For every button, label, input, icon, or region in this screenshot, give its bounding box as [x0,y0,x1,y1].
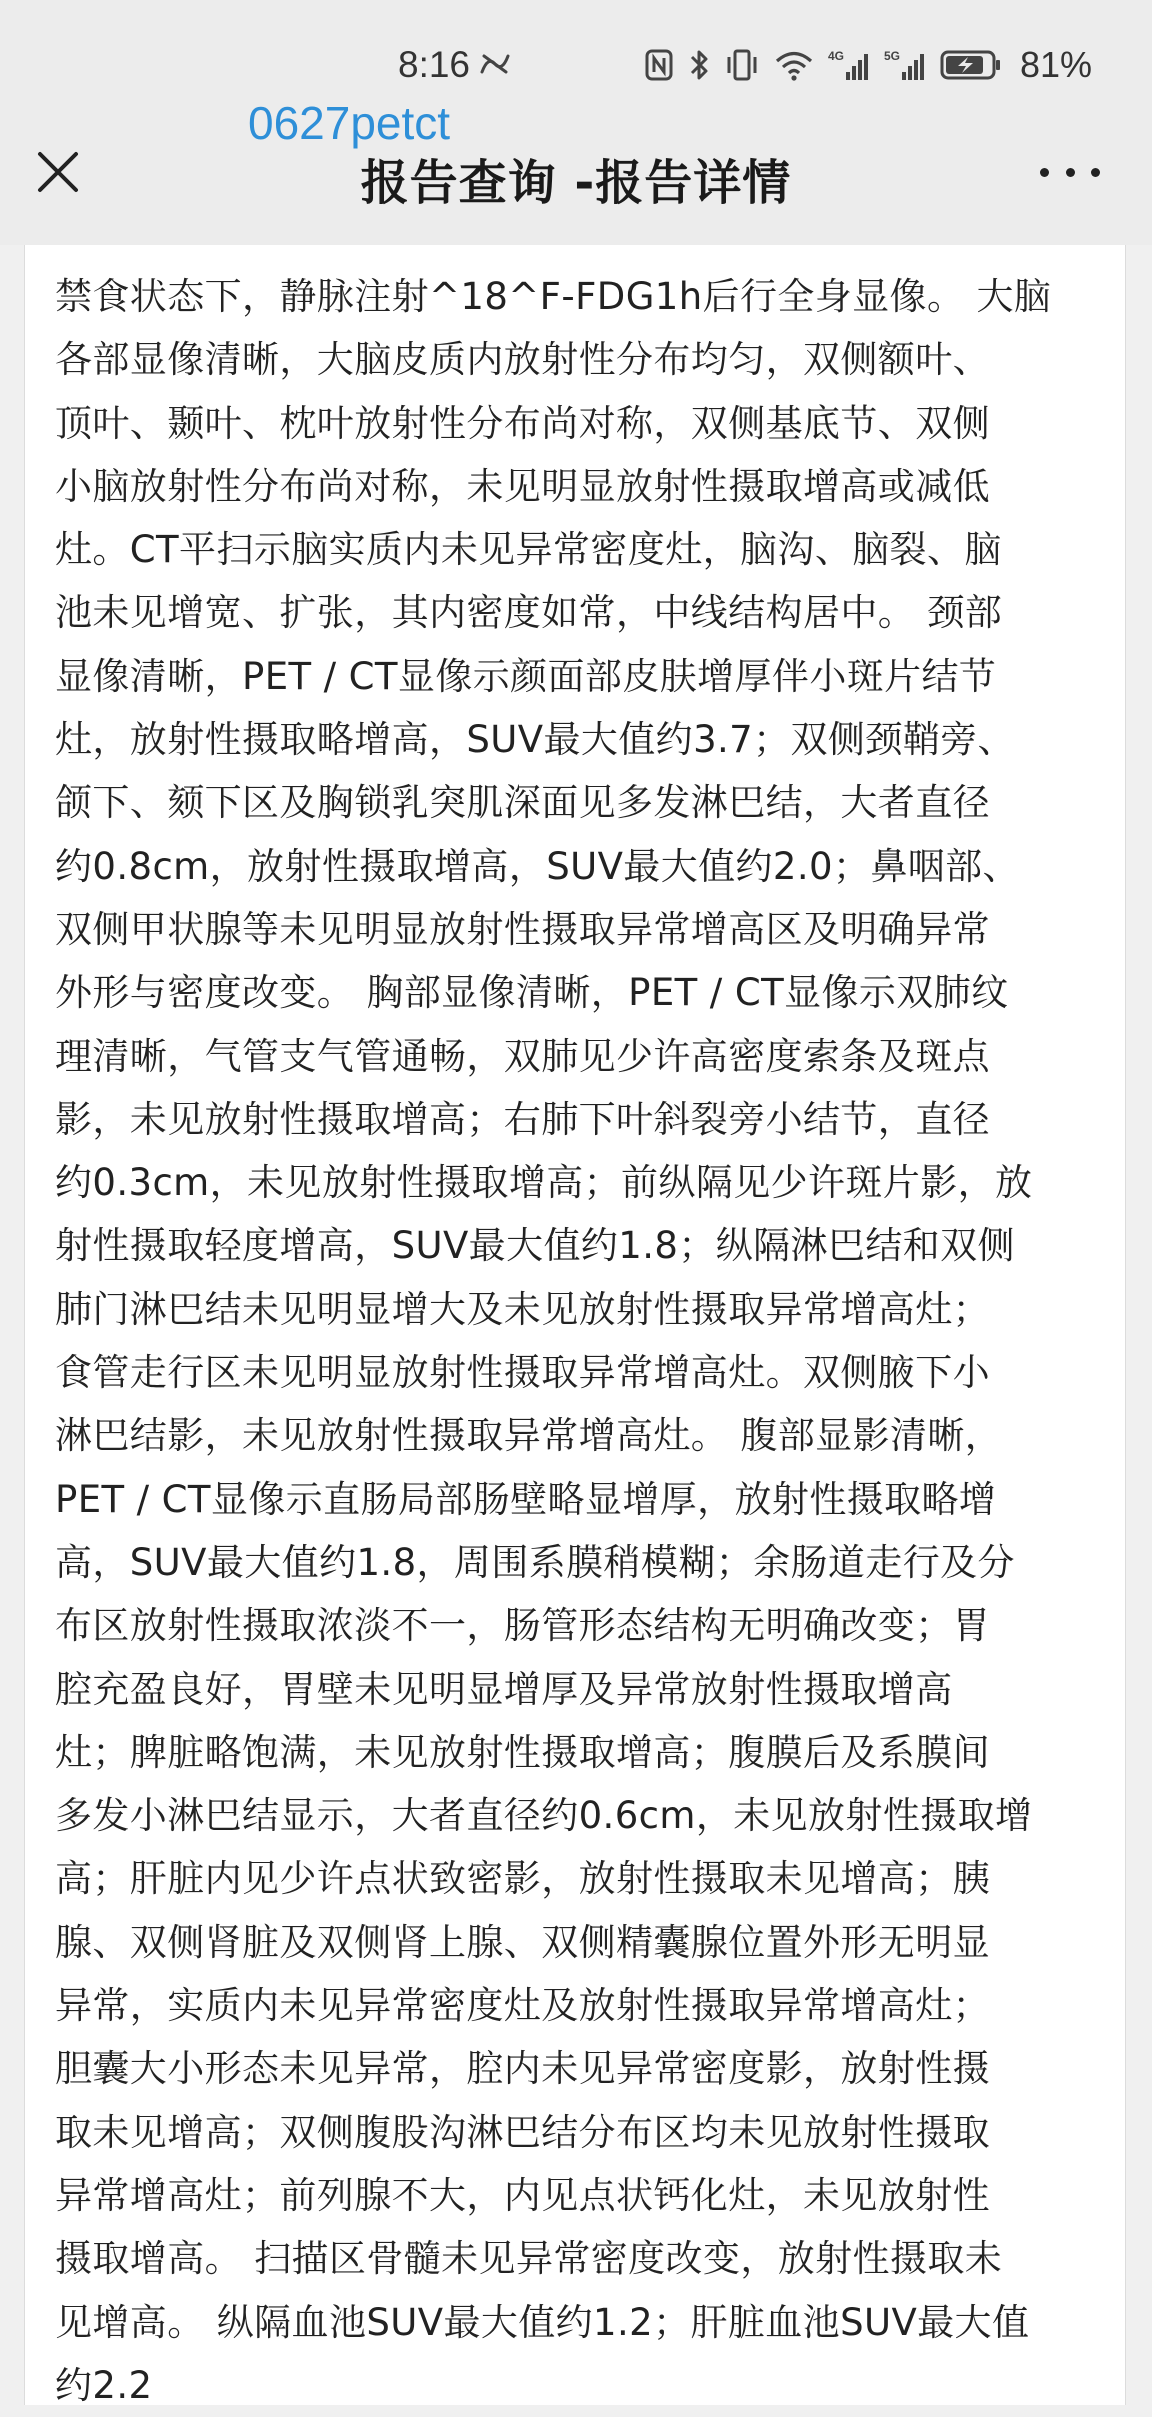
do-not-disturb-icon [478,50,512,80]
signal-4g-icon [828,48,870,82]
overlay-label: 0627petct [248,97,451,149]
page-title: 报告查询 -报告详情 [360,155,792,211]
more-icon-dot [1091,168,1100,177]
wifi-icon [774,49,814,81]
report-text: 禁食状态下，静脉注射^18^F-FDG1h后行全身显像。 大脑 各部显像清晰，大脑皮质内放射性分布均匀，双侧额叶、 顶叶、颞叶、枕叶放射性分布尚对称，双侧基底节、双侧 小脑放射性分布尚对称，未见明显放射性摄取增高或减低 灶。CT平扫示脑实质内未见异常密度灶，脑沟、脑裂、脑 池未见增宽、扩张，其内密度如常，中线结构居中。 颈部 显像清晰，PET / CT显像示颜面部皮肤增厚伴小斑片结节 灶，放射性摄取略增高，SUV最大值约3.7；双侧颈鞘旁、 颌下、颏下区及胸锁乳突肌深面见多发淋巴结，大者直径 约0.8cm，放射性摄取增高，SUV最大值约2.0；鼻咽部、 双侧甲状腺等未见明显放射性摄取异常增高区及明确异常 外形与密度改变。 胸部显像清晰，PET / CT显像示双肺纹 理清晰，气管支气管通畅，双肺见少许高密度索条及斑点 影，未见放射性摄取增高；右肺下叶斜裂旁小结节，直径 约0.3cm，未见放射性摄取增高；前纵隔见少许斑片影，放 射性摄取轻度增高，SUV最大值约1.8；纵隔淋巴结和双侧 肺门淋巴结未见明显增大及未见放射性摄取异常增高灶； 食管走行区未见明显放射性摄取异常增高灶。双侧腋下小 淋巴结影，未见放射性摄取异常增高灶。 腹部显影清晰， PET / CT显像示直肠局部肠壁略显增厚，放射性摄取略增 高，SUV最大值约1.8，周围系膜稍模糊；余肠道走行及分 布区放射性摄取浓淡不一，肠管形态结构无明确改变；胃 腔充盈良好，胃壁未见明显增厚及异常放射性摄取增高 灶；脾脏略饱满，未见放射性摄取增高；腹膜后及系膜间 多发小淋巴结显示，大者直径约0.6cm，未见放射性摄取增 高；肝脏内见少许点状致密影，放射性摄取未见增高；胰 腺、双侧肾脏及双侧肾上腺、双侧精囊腺位置外形无明显 异常，实质内未见异常密度灶及放射性摄取异常增高灶； 胆囊大小形态未见异常，腔内未见异常密度影，放射性摄 取未见增高；双侧腹股沟淋巴结分布区均未见放射性摄取 异常增高灶；前列腺不大，内见点状钙化灶，未见放射性 摄取增高。 扫描区骨髓未见异常密度改变，放射性摄取未 见增高。 纵隔血池SUV最大值约1.2；肝脏血池SUV最大值 约2.2 [55,275,1052,2407]
svg-text:4G: 4G [827,49,844,63]
status-icons [644,44,1092,86]
svg-text:5G: 5G [883,49,900,63]
more-icon-dot [1040,168,1049,177]
nav-bar [0,97,1152,245]
status-bar [0,0,1152,120]
signal-5g-icon [884,48,926,82]
more-icon-dot [1066,168,1075,177]
report-card[interactable] [24,245,1126,2405]
status-time-group [398,44,512,86]
nfc-icon [644,48,674,82]
bluetooth-icon [688,47,710,83]
status-time: 8:16 [398,44,471,85]
more-options-button[interactable] [1040,156,1100,188]
battery-icon [940,49,1002,81]
battery-percent: 81% [1019,44,1092,85]
vibrate-icon [724,48,760,82]
